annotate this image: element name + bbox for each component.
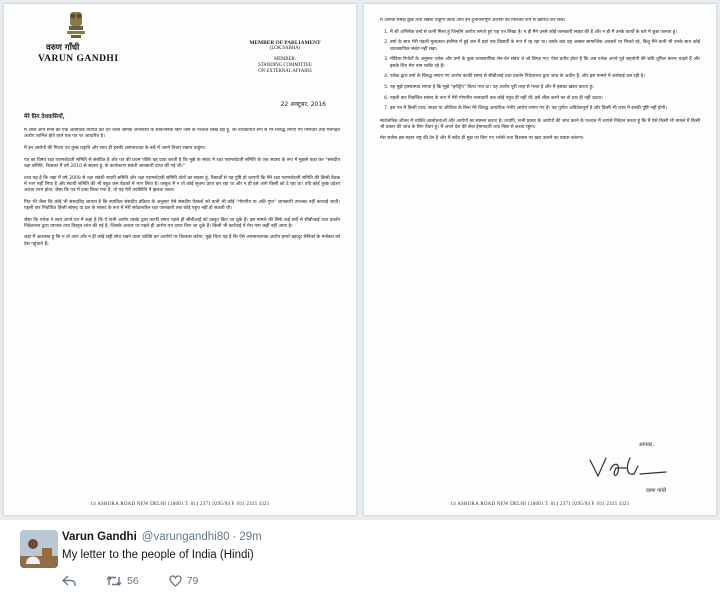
letterhead-footer: 14 ASHOKA ROAD NEW DELHI 110001 T. 011 2371 9295/94 F. 011 2335 4321 bbox=[450, 502, 630, 507]
signature-image bbox=[586, 452, 670, 482]
body-paragraph: फिर भी जैसा कि कोई भी संसदविद जानता है कि स्थायित्व संसदीय प्रक्रिया के अनुसार ऐसे संसदीय फैसलों को कभी भी कोई "गोपनीय या अति गुप्त" जानकारी उपलब्ध नहीं करवाई जाती। पहली बार निर्वाचित किसी सांसद या दल के सांसद के रूप में मेरी संवेदनशील रक्षा जानकारी तक कोई पहुंच नहीं हो सकती थी। bbox=[24, 199, 340, 211]
body-paragraph: मैं आपके समक्ष कुछ तथ्य रखना चाहूंगा ताकि आप इन दुर्भावनापूर्ण आरोपों को निश्चित रूप से खारिज कर सकें। bbox=[380, 18, 566, 23]
body-paragraph: सार्वजनिक जीवन में व्यक्ति आलोचनाओं और आरोपों का सामना करता है। तथापि, सभी प्रकार के आरोपों की जांच करने के पश्चात मैं आपसे निवेदन करता हूं कि मैं ऐसे किसी भी मामले में किसी भी प्रकार की जांच के लिए तैयार हूं। मैं अपने देश की सेवा ईमानदारी तथा निष्ठा से करता रहूंगा। bbox=[380, 118, 700, 130]
committee-name-line-1: STANDING COMMITTEE bbox=[258, 63, 312, 68]
letter-body-page-1 bbox=[24, 128, 340, 486]
list-item: 3. मीडिया रिपोर्टों के अनुसार एलेक और वर्मा के कुछ व्यावसायिक लेन-देन संबंध थे जो बिगड़ गए। ऐसा प्रतीत होता है कि अब एलेक अपने पूर्व सहयोगी की छवि धूमिल करना चाहते हैं और इसके लिए मेरा नाम घसीट रहे हैं। bbox=[390, 57, 700, 69]
body-paragraph: जहां मैं आश्वस्त हूं कि न तो आप और न ही कोई सही सोच रखने वाला व्यक्ति इन आरोपों पर विश्वास करेगा, मुझे चिंता यह है कि ऐसे अपमानजनक आरोप हमारे बहादुर सैनिकों के मनोबल को ठेस पहुंचाते हैं। bbox=[24, 235, 340, 247]
user-handle[interactable]: @varungandhi80 bbox=[141, 531, 230, 543]
list-item: 5. यह मुझे हास्यास्पद लगता है कि मुझे "हनीट्रैप" किया गया था। यह आरोप पूरी तरह से गलत है और मैं इसका खंडन करता हूं। bbox=[390, 85, 700, 91]
letter-page-2 bbox=[364, 4, 716, 515]
avatar[interactable] bbox=[20, 530, 58, 568]
retweet-button[interactable] bbox=[106, 575, 139, 587]
profile-photo bbox=[20, 530, 58, 568]
body-paragraph: मेरा सर्वस्व इस महान राष्ट्र की देन है और मैं सदैव ही मुझ पर किए गए भरोसे तथा विश्वास पर खरा उतरने का प्रयास करूंगा। bbox=[380, 136, 584, 142]
reply-icon bbox=[62, 575, 76, 587]
list-item: 2. वर्मा के साथ मेरी पहली मुलाकात इंग्लैण्ड में हुई जब मैं वहां एक विद्यार्थी के रूप में रह रहा था। उसके बाद वह अक्सर सामाजिक अवसरों पर मिलते रहे, किंतु मैंने कभी भी उनके साथ कोई व्यावसायिक संबंध नहीं रखा। bbox=[390, 40, 700, 52]
closing: आपका, bbox=[638, 442, 654, 448]
letter-page-1 bbox=[4, 4, 356, 515]
numbered-points bbox=[380, 30, 700, 113]
sender-name: VARUN GANDHI bbox=[38, 54, 119, 64]
mp-title: MEMBER OF PARLIAMENT bbox=[249, 40, 321, 46]
display-name[interactable]: Varun Gandhi bbox=[62, 531, 137, 543]
salutation: मेरे प्रिय देशवासियों, bbox=[24, 114, 65, 120]
separator-dot: · bbox=[232, 531, 237, 543]
body-paragraph: तथ्य यह है कि जहां मैं वर्ष 2009 से रक्षा संबंधी स्थायी समिति और रक्षा परामर्शदात्री समिति दोनों का सदस्य हूं, रिकार्डों से यह पुष्टि हो जाएगी कि मैंने रक्षा परामर्शदात्री समिति की किसी बैठक में भाग नहीं लिया है और स्थायी समिति की भी बहुत कम बैठकों में भाग लिया है। वस्तुतः मैं न तो कोई सूचना प्राप्त कर रहा था और न ही इसे आगे किसी को दे रहा था। यदि कोई तुच्छ उदेश्य अथवा लाभ होता, जैसा कि पत्र में दावा किया गया है, तो यह मेरी उपस्थिति में झलक जाता। bbox=[24, 175, 340, 193]
list-item: 7. इस पत्र में किसी तथ्य, साक्ष्य या औचित्य के बिना मेरे विरुद्ध अत्यधिक गंभीर आरोप लगाए गए हैं। यह पूर्णतः अविवेकपूर्ण है और किसी भी जांच में इनकी पुष्टि नहीं होगी। bbox=[390, 106, 700, 112]
signatory-name: वरुण गांधी bbox=[645, 488, 666, 494]
list-item: 4. एलेक द्वारा वर्मा के विरुद्ध लगाए गए आरोप काफी समय से सीबीआई तथा प्रवर्तन निदेशालय द्वारा जांच के अधीन हैं, और इस मामले में कार्रवाई चल रही है। bbox=[390, 74, 700, 80]
letterhead-footer: 14 ASHOKA ROAD NEW DELHI 110001 T. 011 2371 9295/94 F. 011 2335 4321 bbox=[90, 502, 270, 507]
committee-member-label: MEMBER: bbox=[273, 57, 297, 62]
designation-block bbox=[230, 40, 340, 75]
mp-house: (LOK SABHA) bbox=[269, 46, 301, 51]
body-paragraph: मैं इन आरोपों की मिथ्या एवं तुच्छ प्रकृति और साथ ही इनकी असंभाव्यता के बारे में अपने विचार रखना चाहूंगा। bbox=[24, 145, 206, 151]
retweet-count: 56 bbox=[127, 575, 139, 587]
tweet-header bbox=[62, 531, 262, 543]
sender-name-hindi: वरुण गाँधी bbox=[46, 43, 80, 53]
tweet-timestamp[interactable]: 29m bbox=[239, 531, 262, 543]
tweet-actions bbox=[62, 574, 228, 588]
reply-button[interactable] bbox=[62, 575, 76, 587]
like-icon bbox=[169, 575, 182, 587]
body-paragraph: मैं आज आप सभी को एक अत्यधिक व्यथित कर देने वाली भ्रामक जानकारी के सार्वजनिक किए जाने के पश्चात लिख रहा हूं, जो तथाकथित रूप से मेरे विरुद्ध लगाए गए निराधार तथा मनगढ़त आरोप शामिल होते वाले एक पत्र पर आधारित है। bbox=[24, 128, 340, 140]
like-button[interactable] bbox=[169, 575, 199, 587]
letter-date: 22 अक्टूबर, 2016 bbox=[280, 101, 326, 108]
tweet-text: My letter to the people of India (Hindi) bbox=[62, 549, 254, 561]
emblem-icon bbox=[64, 10, 88, 40]
retweet-icon bbox=[106, 575, 122, 587]
list-item: 1. मैं श्री अभिषेक वर्मा से कभी मिला हूं जिन्होंने आरोप लगाते हुए यह पत्र लिखा है। न ही मैंने उनसे कोई जानकारी साझा की है और न ही मैं उनके कार्यों के बारे में कुछ जानता हूं। bbox=[390, 30, 700, 36]
like-count: 79 bbox=[186, 575, 199, 587]
body-paragraph: जैसा कि एलेक ने स्वयं अपने पत्र में कहा है कि ये सभी आरोप उसके द्वारा काफी समय पहले ही सीबीआई को प्रस्तुत किए जा चुके हैं। इस मामले की सिर्फ कई वर्षों से सीबीआई तथा प्रवर्तन निदेशालय द्वारा व्यापक तथा विस्तृत जांच की गई है, जिसके आधार पर पहले ही आरोप-पत्र दायर किए जा चुके हैं। किसी भी कार्रवाई में मेरा नाम कहीं नहीं आया है। bbox=[24, 217, 340, 229]
body-paragraph: पत्र का विषय रक्षा परामर्शदात्री समिति से संबंधित है और पत्र की प्रथम पंक्ति यह दावा करती है कि मुझे के संबंध में रक्षा परामर्शदात्री समिति के एक सदस्य के रूप में मुझसे कहा कर "संसदीय रक्षा समिति, जिसका मैं वर्ष 2010 से सदस्य हूं, के कार्यकरण संबंधी जानकारी प्राप्त की गई थी।" bbox=[24, 157, 340, 169]
letter-body-page-2 bbox=[380, 18, 700, 426]
list-item: 6. पहली बार निर्वाचित सांसद के रूप में मेरी गोपनीय जानकारी तक कोई पहुंच ही नहीं थी, इसे लीक करने का तो प्रश्न ही नहीं उठता। bbox=[390, 96, 700, 102]
committee-name-line-2: ON EXTERNAL AFFAIRS bbox=[258, 69, 312, 74]
